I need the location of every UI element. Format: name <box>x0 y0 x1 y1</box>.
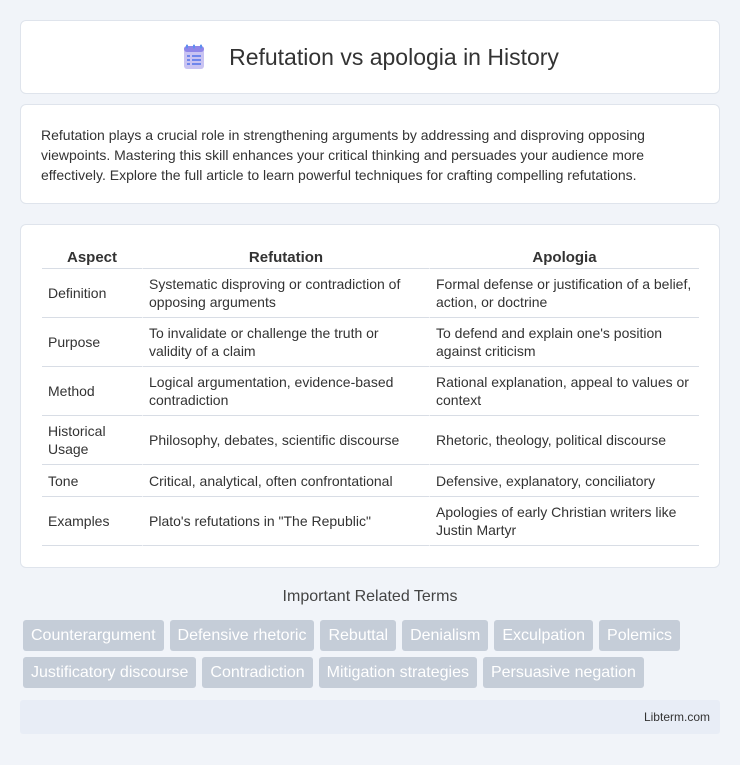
footer <box>20 700 720 734</box>
related-term-tag[interactable]: Rebuttal <box>320 620 396 651</box>
aspect-cell: Method <box>42 367 142 416</box>
related-term-tag[interactable]: Denialism <box>402 620 488 651</box>
related-term-tag[interactable]: Persuasive negation <box>483 657 644 688</box>
refutation-cell: Logical argumentation, evidence-based contradiction <box>142 367 429 416</box>
related-term-tag[interactable]: Exculpation <box>494 620 593 651</box>
table-row <box>42 269 699 318</box>
apologia-cell: Apologies of early Christian writers like Justin Martyr <box>429 497 699 546</box>
related-term-tag[interactable]: Polemics <box>599 620 680 651</box>
refutation-cell: Philosophy, debates, scientific discourse <box>142 416 429 465</box>
related-terms-heading: Important Related Terms <box>282 588 458 605</box>
intro-paragraph: Refutation plays a crucial role in strengthening arguments by addressing and disproving opposing viewpoints. Mastering this skill enhances your critical thinking and persuades your audience more effectively. Explore the full article to learn powerful techniques for crafting compelling refutations. <box>41 127 645 183</box>
apologia-cell: Rational explanation, appeal to values or context <box>429 367 699 416</box>
refutation-cell: To invalidate or challenge the truth or validity of a claim <box>142 318 429 367</box>
related-term-tag[interactable]: Defensive rhetoric <box>170 620 315 651</box>
table-header-row <box>42 245 699 269</box>
column-header-apologia: Apologia <box>429 245 699 269</box>
apologia-cell: Defensive, explanatory, conciliatory <box>429 465 699 497</box>
related-term-tag[interactable]: Mitigation strategies <box>319 657 477 688</box>
aspect-cell: Purpose <box>42 318 142 367</box>
apologia-cell: To defend and explain one's position against criticism <box>429 318 699 367</box>
refutation-cell: Plato's refutations in "The Republic" <box>142 497 429 546</box>
apologia-cell: Formal defense or justification of a belief, action, or doctrine <box>429 269 699 318</box>
refutation-cell: Critical, analytical, often confrontational <box>142 465 429 497</box>
intro-card <box>20 104 720 204</box>
table-row <box>42 416 699 465</box>
related-term-tag[interactable]: Justificatory discourse <box>23 657 196 688</box>
aspect-cell: Tone <box>42 465 142 497</box>
table-row <box>42 318 699 367</box>
aspect-cell: Historical Usage <box>42 416 142 465</box>
document-icon <box>181 44 207 70</box>
apologia-cell: Rhetoric, theology, political discourse <box>429 416 699 465</box>
related-terms-list <box>23 620 723 694</box>
related-term-tag[interactable]: Counterargument <box>23 620 164 651</box>
aspect-cell: Examples <box>42 497 142 546</box>
table-row <box>42 367 699 416</box>
column-header-aspect: Aspect <box>42 245 142 269</box>
refutation-cell: Systematic disproving or contradiction of opposing arguments <box>142 269 429 318</box>
comparison-table <box>42 245 699 546</box>
aspect-cell: Definition <box>42 269 142 318</box>
comparison-table-card <box>20 224 720 568</box>
related-term-tag[interactable]: Contradiction <box>202 657 312 688</box>
table-row <box>42 497 699 546</box>
column-header-refutation: Refutation <box>142 245 429 269</box>
page-title: Refutation vs apologia in History <box>229 43 559 70</box>
header-card <box>20 20 720 94</box>
footer-site-link[interactable]: Libterm.com <box>643 710 710 724</box>
table-row <box>42 465 699 497</box>
